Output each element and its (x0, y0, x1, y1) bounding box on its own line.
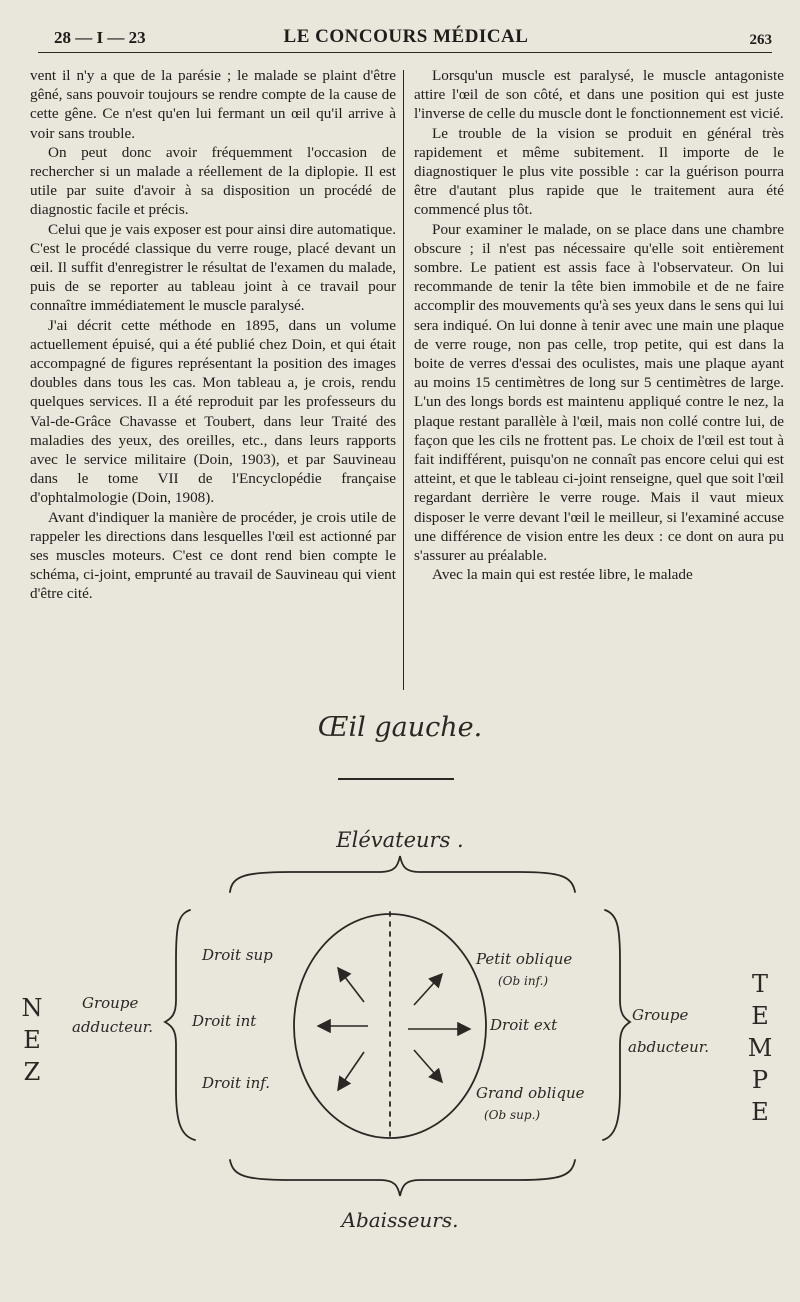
temple-side-label: TEMPE (746, 970, 774, 1130)
right-brace (603, 910, 630, 1140)
eye-muscle-diagram (0, 700, 800, 1300)
muscle-grand-oblique: Grand oblique (476, 1084, 585, 1102)
right-column (414, 66, 784, 584)
muscle-droit-int: Droit int (192, 1012, 257, 1030)
column-divider (403, 70, 404, 690)
paragraph: Pour examiner le malade, on se place dans une chambre obscure ; il n'est pas nécessaire qu'elle soit entièrement sombre. Le patient est assis face à l'observateur. On lui recommande de tenir la tête bien immobile et de ne faire accomplir des mouvements qu'à ses yeux dans le sens qui lui sera indiqué. On lui donne à tenir avec une main une plaque de verre rouge, non pas celle, trop petite, qui est dans la boite de verres d'essai des oculistes, mais une plaque ayant au moins 15 centimètres de long sur 5 centimètres de large. L'un des longs bords est maintenu appliqué contre le nez, la plaque restant parallèle à l'œil, mais non collé contre lui, de façon que les cils ne frottent pas. Le choix de l'œil est tout à fait indifférent, puisqu'on ne connaît pas encore celui qui est atteint, et que le tableau ci-joint renseigne, quel que soit l'œil regardant derrière le verre rouge. Mais il vaut mieux disposer le verre devant l'œil le meilleur, si l'examiné accuse une différence de vision entre les deux : ce dont on aura pu s'assurer au préalable. (414, 220, 784, 565)
figure-title: Œil gauche. (317, 712, 483, 743)
issue-date: 28 — I — 23 (54, 28, 146, 47)
muscle-ob-sup: (Ob sup.) (484, 1108, 541, 1122)
arrow-droit-sup (338, 968, 364, 1002)
left-brace (165, 910, 195, 1140)
abductor-group-label-1: Groupe (632, 1006, 689, 1024)
elevators-label: Elévateurs . (336, 828, 464, 852)
muscle-droit-ext: Droit ext (490, 1016, 558, 1034)
adductor-group-label-2: adducteur. (72, 1018, 154, 1036)
abductor-group-label-2: abducteur. (628, 1038, 710, 1056)
paragraph: On peut donc avoir fréquemment l'occasion de rechercher si un malade a réellement de la diplopie. Il est utile par suite d'avoir à sa disposition un procédé de diagnostic facile et précis. (30, 143, 396, 219)
page-header (40, 26, 772, 52)
muscle-petit-oblique: Petit oblique (476, 950, 573, 968)
left-column (30, 66, 396, 604)
top-brace (230, 856, 575, 892)
arrow-droit-inf (338, 1052, 364, 1090)
adductor-group-label-1: Groupe (82, 994, 139, 1012)
paragraph: vent il n'y a que de la parésie ; le malade se plaint d'être gêné, sans pouvoir toujours se rendre compte de la cause de cette gêne. Ce n'est qu'en lui fermant un œil qu'il arrive à voir sans trouble. (30, 67, 396, 142)
paragraph: Avant d'indiquer la manière de procéder, je crois utile de rappeler les directions dans lesquelles l'œil est actionné par ses muscles moteurs. C'est ce dont rend bien compte le schéma, ci-joint, emprunté au travail de Sauvineau qui vient d'être cité. (30, 508, 396, 603)
paragraph: J'ai décrit cette méthode en 1895, dans un volume actuellement épuisé, qui a été publié chez Doin, et qui était accompagné de figures représentant la position des images doubles dans tous les cas. Mon tableau a, je crois, rendu quelques services. Il a été reproduit par les professeurs du Val-de-Grâce Chavasse et Toubert, dans leur Traité des maladies des yeux, des oreilles, etc., dans leurs rapports avec le service militaire (Doin, 1903), et par Sauvineau dans le tome VII de l'Encyclopédie française d'ophtalmologie (Doin, 1908). (30, 316, 396, 507)
muscle-ob-inf: (Ob inf.) (498, 974, 549, 988)
paragraph: Le trouble de la vision se produit en général très rapidement et même subitement. Il importe de le diagnostiquer le plus vite possible : car la guérison pourra être d'autant plus rapide que le traitement aura été commencé plus tôt. (414, 124, 784, 219)
arrow-grand-oblique (414, 1050, 442, 1082)
nose-side-label: NEZ (18, 994, 46, 1090)
page-number: 263 (749, 32, 772, 48)
muscle-droit-sup: Droit sup (202, 946, 273, 964)
paragraph: Celui que je vais exposer est pour ainsi dire automatique. C'est le procédé classique du verre rouge, placé devant un œil. Il suffit d'enregistrer le résultat de l'examen du malade, puis de se reporter au tableau joint à ce travail pour connaître immédiatement le muscle paralysé. (30, 220, 396, 315)
paragraph: Avec la main qui est restée libre, le malade (432, 566, 693, 584)
paragraph: Lorsqu'un muscle est paralysé, le muscle antagoniste attire l'œil de son côté, et dans une position qui est juste l'inverse de celle du muscle dont le fonctionnement est vicié. (414, 67, 784, 123)
depressors-label: Abaisseurs. (341, 1208, 459, 1232)
arrow-petit-oblique (414, 974, 442, 1005)
journal-title: LE CONCOURS MÉDICAL (283, 26, 529, 47)
muscle-droit-inf: Droit inf. (202, 1074, 271, 1092)
header-rule (38, 52, 772, 53)
bottom-brace (230, 1160, 575, 1196)
